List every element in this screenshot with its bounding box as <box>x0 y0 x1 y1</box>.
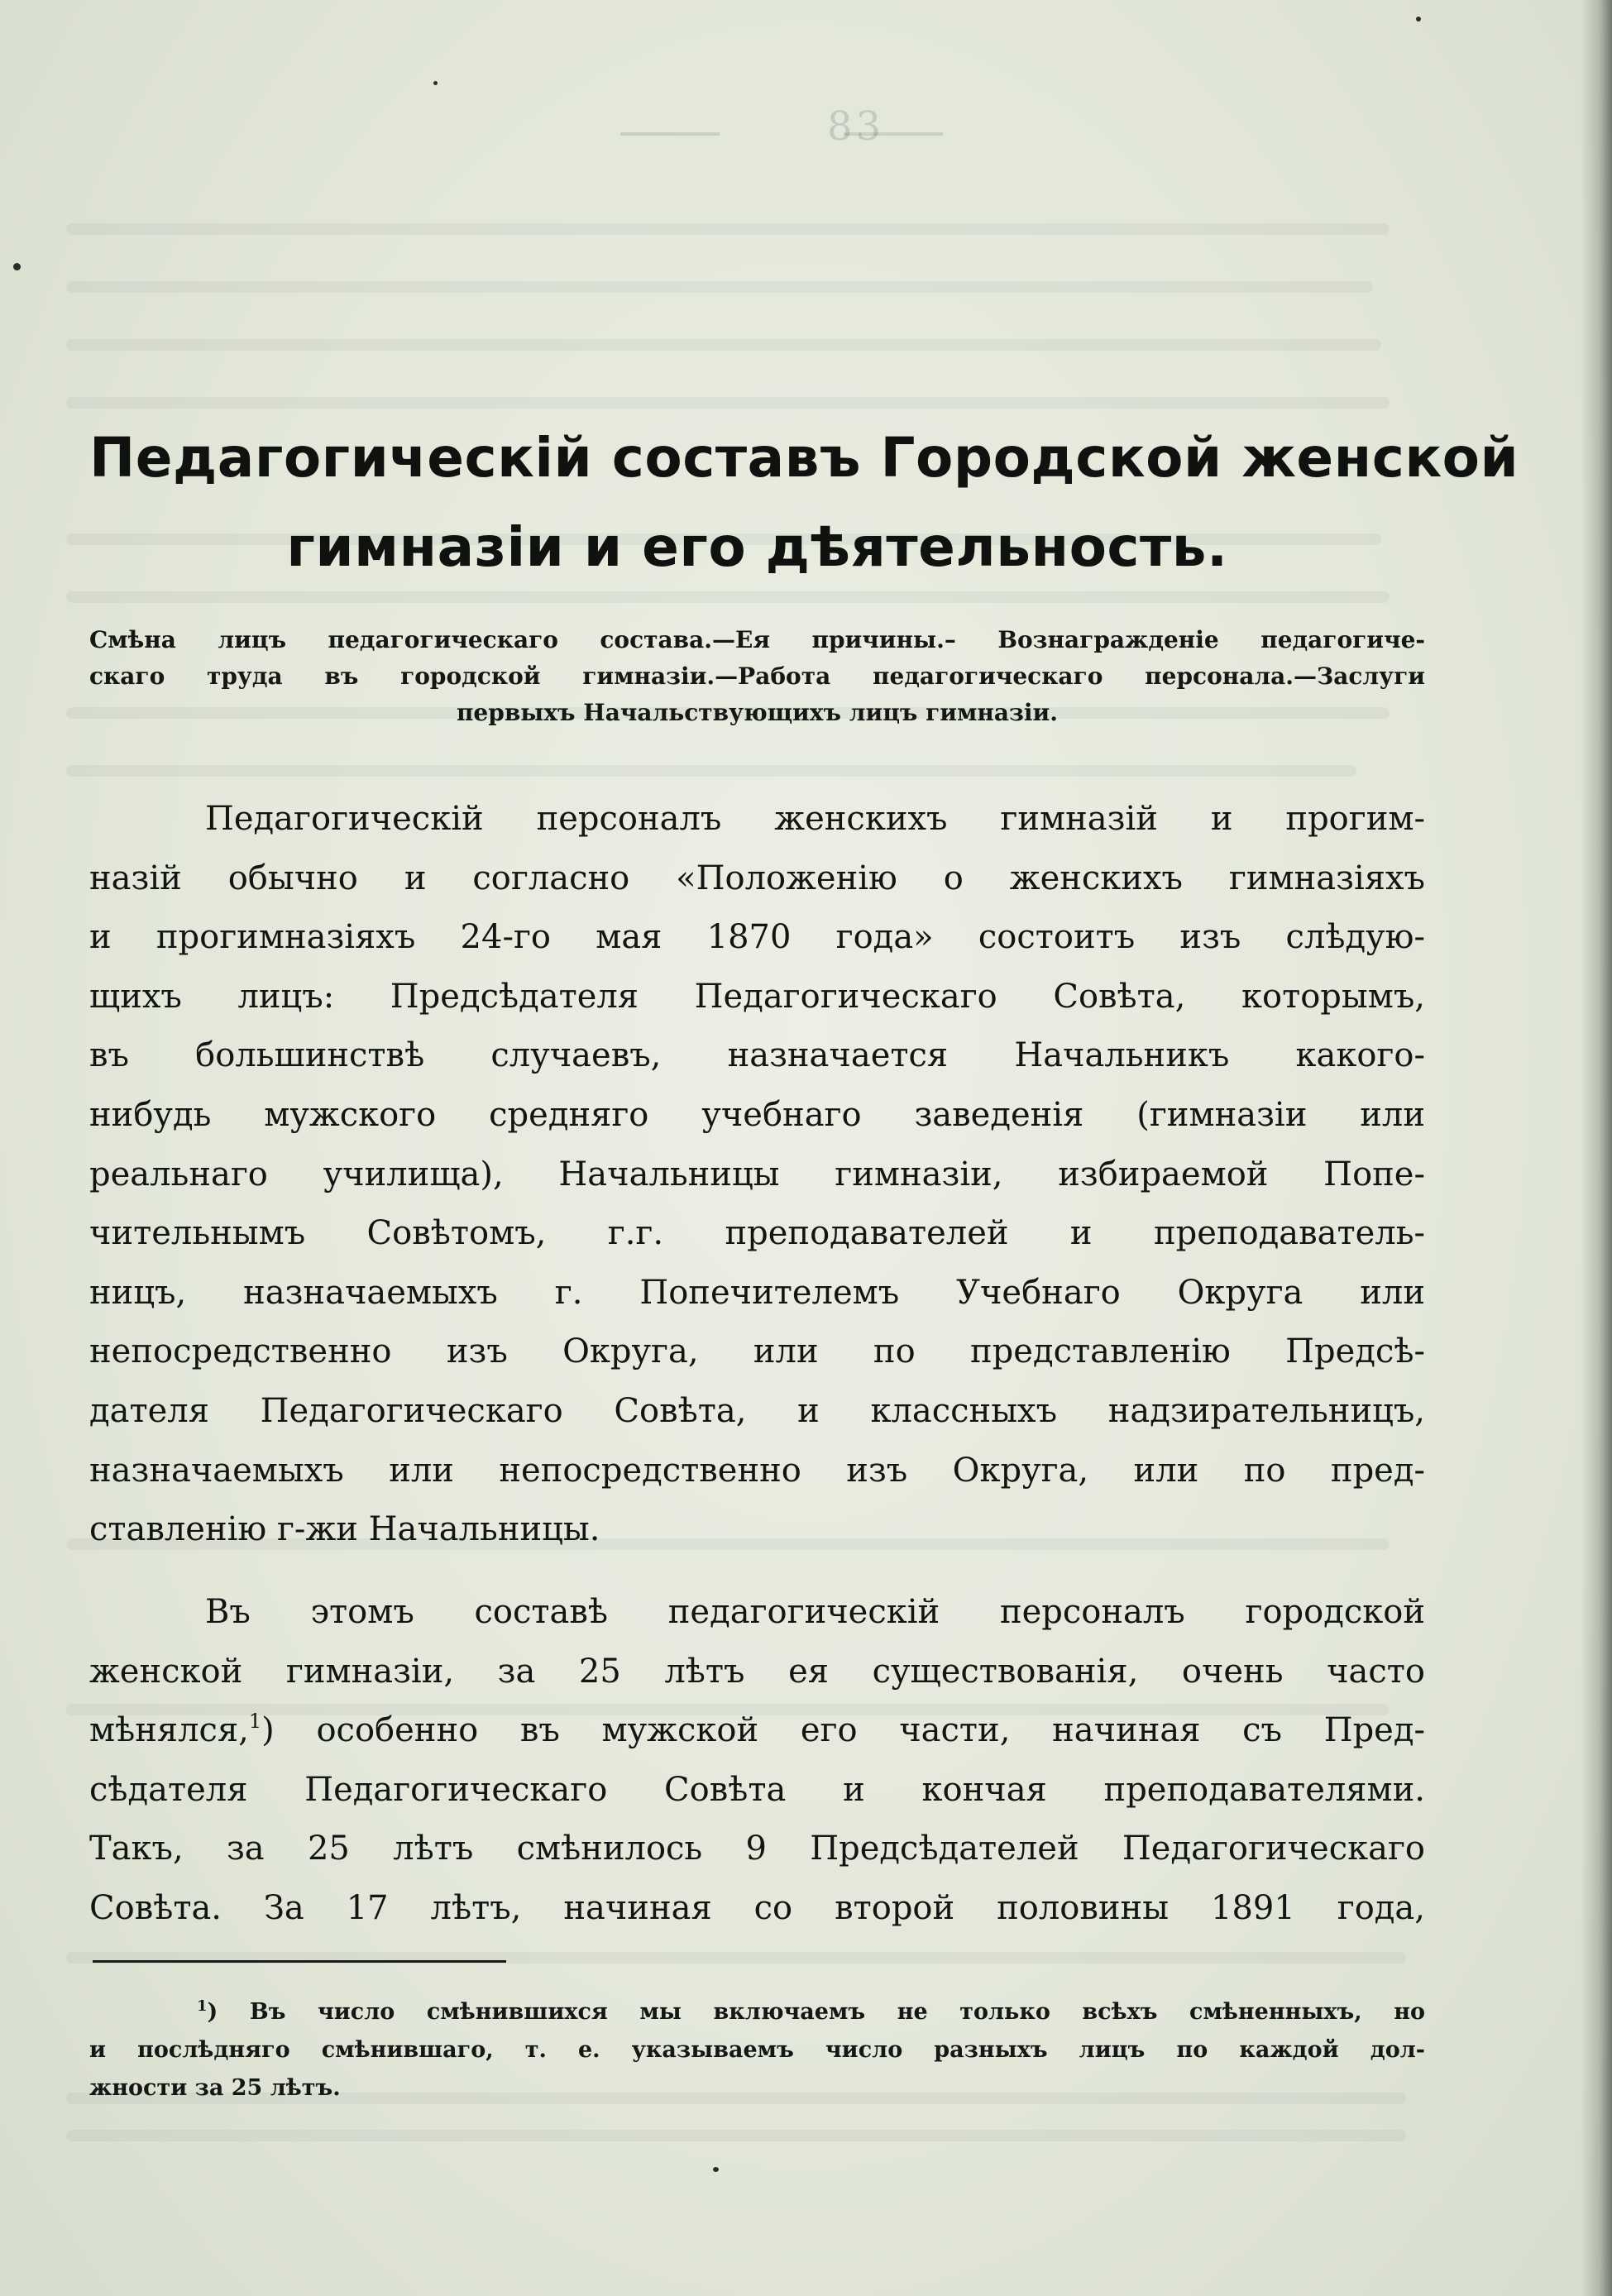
paragraph-line: и прогимназіяхъ 24-го мая 1870 года» состоитъ изъ слѣдую- <box>89 918 1425 957</box>
chapter-summary-line-3: первыхъ Начальствующихъ лицъ гимназіи. <box>456 699 1059 726</box>
footnote-line-1 <box>89 1993 1425 2031</box>
dust-speck <box>713 2167 719 2172</box>
paragraph-line: нибудь мужского средняго учебнаго заведенія (гимназіи или <box>89 1095 1425 1134</box>
chapter-title-line-1: Педагогическій составъ Городской женской <box>89 426 1519 490</box>
dust-speck <box>433 81 438 85</box>
ghost-dash-left <box>620 132 720 136</box>
chapter-summary-line-2: скаго труда въ городской гимназіи.—Работа педагогическаго персонала.—Заслуги <box>89 662 1425 690</box>
ghost-line <box>66 397 1390 409</box>
paragraph-line: въ большинствѣ случаевъ, назначается Начальникъ какого- <box>89 1036 1425 1075</box>
paragraph-line: назій обычно и согласно «Положенію о женскихъ гимназіяхъ <box>89 859 1425 897</box>
dust-speck <box>1416 17 1421 22</box>
dust-speck <box>13 263 21 270</box>
paragraph-line: чительнымъ Совѣтомъ, г.г. преподавателей и преподаватель- <box>89 1214 1425 1253</box>
paragraph-line-with-footnote-ref <box>89 1701 1425 1761</box>
paragraph-line: сѣдателя Педагогическаго Совѣта и кончая преподавателями. <box>89 1770 1425 1809</box>
footnote-text: ) Въ число смѣнившихся мы включаемъ не только всѣхъ смѣненныхъ, но <box>207 1999 1425 2025</box>
chapter-title-line-2: гимназіи и его дѣятельность. <box>286 515 1228 579</box>
footnote-marker: 1 <box>197 1997 208 2015</box>
ghost-line <box>66 2130 1406 2141</box>
chapter-summary <box>89 622 1425 731</box>
ghost-line <box>66 591 1390 603</box>
paragraph-1 <box>89 790 1425 1560</box>
paragraph-line: Педагогическій персоналъ женскихъ гимназій и прогим- <box>205 800 1425 838</box>
paragraph-line: Такъ, за 25 лѣтъ смѣнилось 9 Предсѣдателей Педагогическаго <box>89 1830 1425 1868</box>
footnote-reference[interactable]: 1 <box>248 1710 262 1734</box>
footnote-line-3: жности за 25 лѣтъ. <box>89 2075 341 2101</box>
page-edge-shadow <box>1581 0 1612 2296</box>
paragraph-line: дателя Педагогическаго Совѣта, и классныхъ надзирательницъ, <box>89 1391 1425 1430</box>
paragraph-line: непосредственно изъ Округа, или по представленію Предсѣ- <box>89 1332 1425 1371</box>
paragraph-line: щихъ лицъ: Предсѣдателя Педагогическаго Совѣта, которымъ, <box>89 977 1425 1016</box>
chapter-summary-line-1: Смѣна лицъ педагогическаго состава.—Ея причины.– Вознагражденіе педагогиче- <box>89 626 1425 653</box>
paragraph-line: ницъ, назначаемыхъ г. Попечителемъ Учебнаго Округа или <box>89 1273 1425 1312</box>
paragraph-text: мѣнялся, <box>89 1711 249 1750</box>
paragraph-line: Въ этомъ составѣ педагогическій персоналъ городской <box>205 1593 1425 1631</box>
footnote-line-2: и послѣдняго смѣнившаго, т. е. указываемъ число разныхъ лицъ по каждой дол- <box>89 2037 1425 2063</box>
paragraph-line: ставленію г-жи Начальницы. <box>89 1510 600 1549</box>
paragraph-line: Совѣта. За 17 лѣтъ, начиная со второй половины 1891 года, <box>89 1888 1425 1927</box>
paragraph-line: женской гимназіи, за 25 лѣтъ ея существованія, очень часто <box>89 1652 1425 1691</box>
ghost-line <box>66 765 1356 777</box>
paragraph-2 <box>89 1583 1425 1939</box>
ghost-line <box>66 281 1373 293</box>
ghost-page-number: 83 <box>826 103 885 150</box>
paragraph-text: ) особенно въ мужской его части, начиная съ Пред- <box>261 1711 1425 1750</box>
footnote <box>89 1993 1425 2107</box>
ghost-dash-right <box>844 132 943 136</box>
paragraph-line: реальнаго училища), Начальницы гимназіи, избираемой Попе- <box>89 1155 1425 1193</box>
ghost-line <box>66 339 1381 351</box>
chapter-title <box>89 414 1519 592</box>
paragraph-line: назначаемыхъ или непосредственно изъ Округа, или по пред- <box>89 1451 1425 1490</box>
ghost-line <box>66 223 1390 235</box>
footnote-divider <box>93 1960 506 1963</box>
